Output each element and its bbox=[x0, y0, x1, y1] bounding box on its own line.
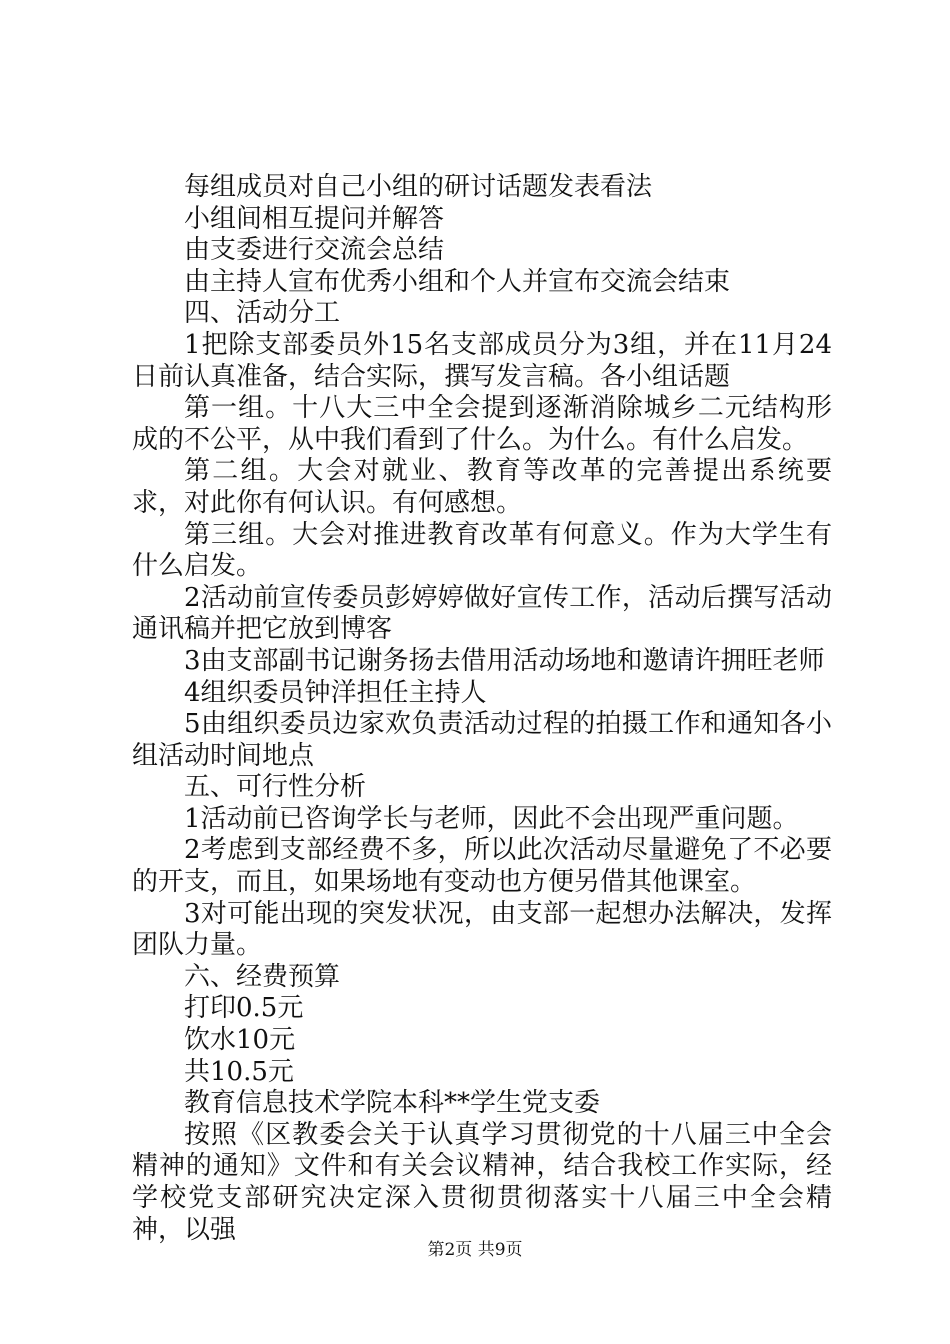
paragraph-17: 3对可能出现的突发状况，由支部一起想办法解决，发挥团队力量。 bbox=[132, 898, 832, 961]
paragraph-group-3: 第三组。大会对推进教育改革有何意义。作为大学生有什么启发。 bbox=[132, 519, 832, 582]
section-heading-budget: 六、经费预算 bbox=[184, 961, 341, 992]
document-body bbox=[132, 172, 832, 1246]
section-heading-feasibility: 五、可行性分析 bbox=[184, 772, 367, 803]
paragraph-16: 2考虑到支部经费不多，所以此次活动尽量避免了不必要的开支，而且，如果场地有变动也方便另借其他课室。 bbox=[132, 835, 832, 898]
paragraph-2: 小组间相互提问并解答 bbox=[184, 203, 445, 234]
paragraph-3: 由支委进行交流会总结 bbox=[184, 235, 445, 266]
budget-item-water: 饮水10元 bbox=[184, 1025, 296, 1056]
paragraph-11: 3由支部副书记谢务扬去借用活动场地和邀请许拥旺老师 bbox=[184, 645, 825, 676]
paragraph-6: 1把除支部委员外15名支部成员分为3组，并在11月24日前认真准备，结合实际，撰写发言稿。各小组话题 bbox=[132, 329, 832, 392]
paragraph-23: 按照《区教委会关于认真学习贯彻党的十八届三中全会精神的通知》文件和有关会议精神，结合我校工作实际，经学校党支部研究决定深入贯彻贯彻落实十八届三中全会精神，以强 bbox=[132, 1119, 832, 1245]
paragraph-1: 每组成员对自己小组的研讨话题发表看法 bbox=[184, 172, 653, 202]
paragraph-13: 5由组织委员边家欢负责活动过程的拍摄工作和通知各小组活动时间地点 bbox=[132, 709, 832, 771]
paragraph-15: 1活动前已咨询学长与老师，因此不会出现严重问题。 bbox=[184, 803, 799, 834]
budget-total: 共10.5元 bbox=[184, 1056, 294, 1087]
signature-organization: 教育信息技术学院本科**学生党支委 bbox=[184, 1088, 601, 1119]
section-heading-activity-division: 四、活动分工 bbox=[184, 298, 341, 329]
paragraph-group-1: 第一组。十八大三中全会提到逐渐消除城乡二元结构形成的不公平，从中我们看到了什么。为什么。有什么启发。 bbox=[132, 393, 832, 455]
budget-item-print: 打印0.5元 bbox=[184, 993, 304, 1024]
paragraph-4: 由主持人宣布优秀小组和个人并宣布交流会结束 bbox=[184, 266, 731, 297]
paragraph-12: 4组织委员钟洋担任主持人 bbox=[184, 677, 487, 708]
paragraph-10: 2活动前宣传委员彭婷婷做好宣传工作，活动后撰写活动通讯稿并把它放到博客 bbox=[132, 582, 832, 645]
paragraph-group-2: 第二组。大会对就业、教育等改革的完善提出系统要求，对此你有何认识。有何感想。 bbox=[132, 456, 832, 518]
page-number-footer: 第2页 共9页 bbox=[427, 1240, 523, 1260]
